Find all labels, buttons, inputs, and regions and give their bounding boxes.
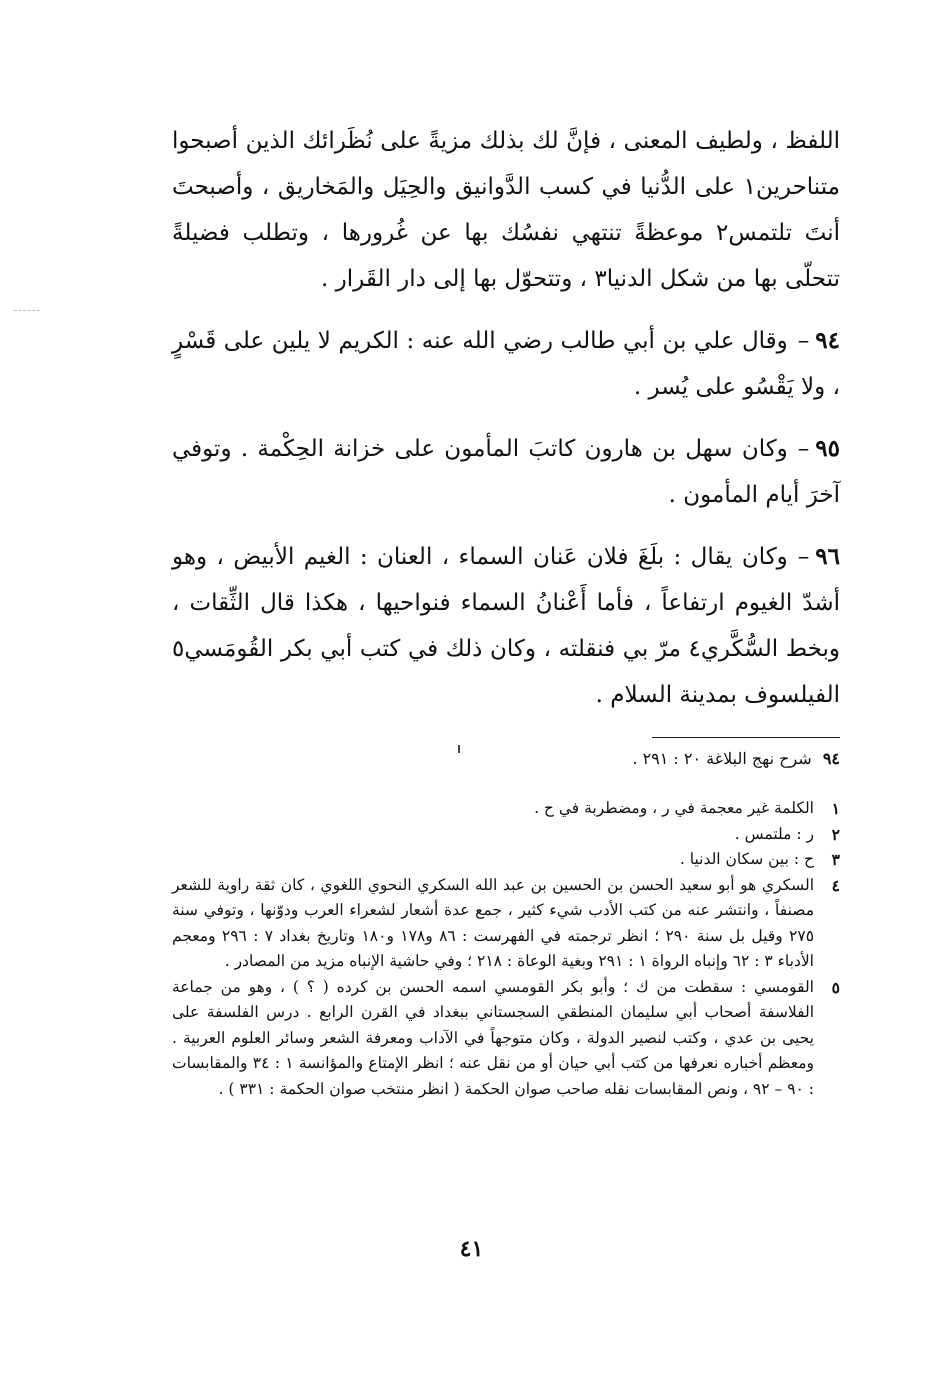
footnote — [172, 873, 840, 975]
paragraph-dash: – — [797, 436, 810, 462]
paragraph-dash: – — [797, 328, 810, 354]
margin-mark — [14, 310, 40, 311]
source-note-text: شرح نهج البلاغة ٢٠ : ٢٩١ . — [632, 749, 812, 768]
footnote — [172, 847, 840, 873]
footnote-text: ح : بين سكان الدنيا . — [679, 850, 814, 868]
paragraph-96 — [172, 534, 840, 718]
footnote — [172, 796, 840, 822]
footnote — [172, 822, 840, 848]
paragraph-text: وكان سهل بن هارون كاتبَ المأمون على خزانة الحِكْمة . وتوفي آخرَ أيام المأمون . — [172, 436, 840, 508]
footnote-text: السكري هو أبو سعيد الحسن بن الحسين بن عبد الله السكري النحوي اللغوي ، كان ثقة راوية للشعر مصنفاً ، وانتشر عنه من كتب الأدب شيء كثير ، جمع عدة أشعار لشعراء العرب ودوّنها ، وتوفي سنة ٢٧٥ وقيل بل سنة ٢٩٠ ؛ انظر ترجمته في الفهرست : ٨٦ و١٧٨ و١٨٠ وتاريخ بغداد ٧ : ٢٩٦ ومعجم الأدباء ٣ : ٦٢ وإنباه الرواة ١ : ٢٩١ وبغية الوعاة : ٢١٨ ؛ وفي حاشية الإنباه مزيد من المصادر . — [172, 875, 815, 970]
footnote-number: ٢ — [831, 824, 840, 844]
footnote-text: القومسي : سقطت من ك ؛ وأبو بكر القومسي اسمه الحسن بن كرده ( ؟ ) ، وهو من جماعة الفلاسفة أصحاب أبي سليمان المنطقي السجستاني ببغداد في القرن الرابع . درس الفلسفة على يحيى بن عدي ، وكتب لنصير الدولة ، وكان متوجهاً في الآداب ومعرفة الشعر وسائر العلوم العربية . ومعظم أخباره نعرفها من كتب أبي حيان أو من نقل عنه ؛ انظر الإمتاع والمؤانسة ١ : ٣٤ والمقابسات : ٩٠ – ٩٢ ، ونص المقابسات نقله صاحب صوان الحكمة ( انظر منتخب صوان الحكمة : ٣٣١ ) . — [172, 977, 815, 1098]
paragraph-number: ٩٤ — [815, 327, 840, 354]
paragraph-text: اللفظ ، ولطيف المعنى ، فإنَّ لك بذلك مزيةً على نُظَرائك الذين أصبحوا متناحرين١ على الدُّنيا في كسب الدَّوانيق والحِيَل والمَخاريق ، وأصبحتَ أنتَ تلتمس٢ موعظةً تنتهي نفسُك بها عن غُرورها ، وتطلب فضيلةً تتحلّى بها من شكل الدنيا٣ ، وتتحوّل بها إلى دار القَرار . — [172, 128, 840, 292]
page-number: ٤١ — [459, 1236, 484, 1262]
source-note — [360, 744, 840, 774]
paragraph-94 — [172, 318, 840, 410]
source-note-number: ٩٤ — [822, 749, 840, 768]
footnote — [172, 975, 840, 1103]
paragraph-text: وقال علي بن أبي طالب رضي الله عنه : الكريم لا يلين على قَسْرٍ ، ولا يَقْسُو على يُسر . — [172, 328, 840, 400]
paragraph-continuation — [172, 118, 840, 302]
footnote-separator — [652, 737, 840, 738]
footnote-number: ١ — [831, 799, 840, 818]
footnotes — [172, 796, 840, 1102]
paragraph-text: وكان يقال : بلَغَ فلان عَنان السماء ، العنان : الغيم الأبيض ، وهو أشدّ الغيوم ارتفاعاً ، فأما أَعْنانُ السماء فنواحيها ، هكذا قال الثِّقات ، وبخط السُّكَّري٤ مرّ بي فنقلته ، وكان ذلك في كتب أبي بكر القُومَسي٥ الفيلسوف بمدينة السلام . — [172, 544, 840, 708]
footnote-text: ر : ملتمس . — [734, 824, 814, 843]
main-text — [172, 118, 840, 734]
paragraph-95 — [172, 426, 840, 518]
footnote-number: ٤ — [831, 875, 840, 895]
footnote-text: الكلمة غير معجمة في ر ، ومضطربة في ح . — [534, 799, 814, 817]
footnote-number: ٥ — [831, 977, 840, 997]
paragraph-number: ٩٥ — [815, 435, 840, 462]
paragraph-number: ٩٦ — [815, 543, 840, 570]
paragraph-dash: – — [797, 544, 810, 570]
footnote-number: ٣ — [831, 850, 840, 869]
